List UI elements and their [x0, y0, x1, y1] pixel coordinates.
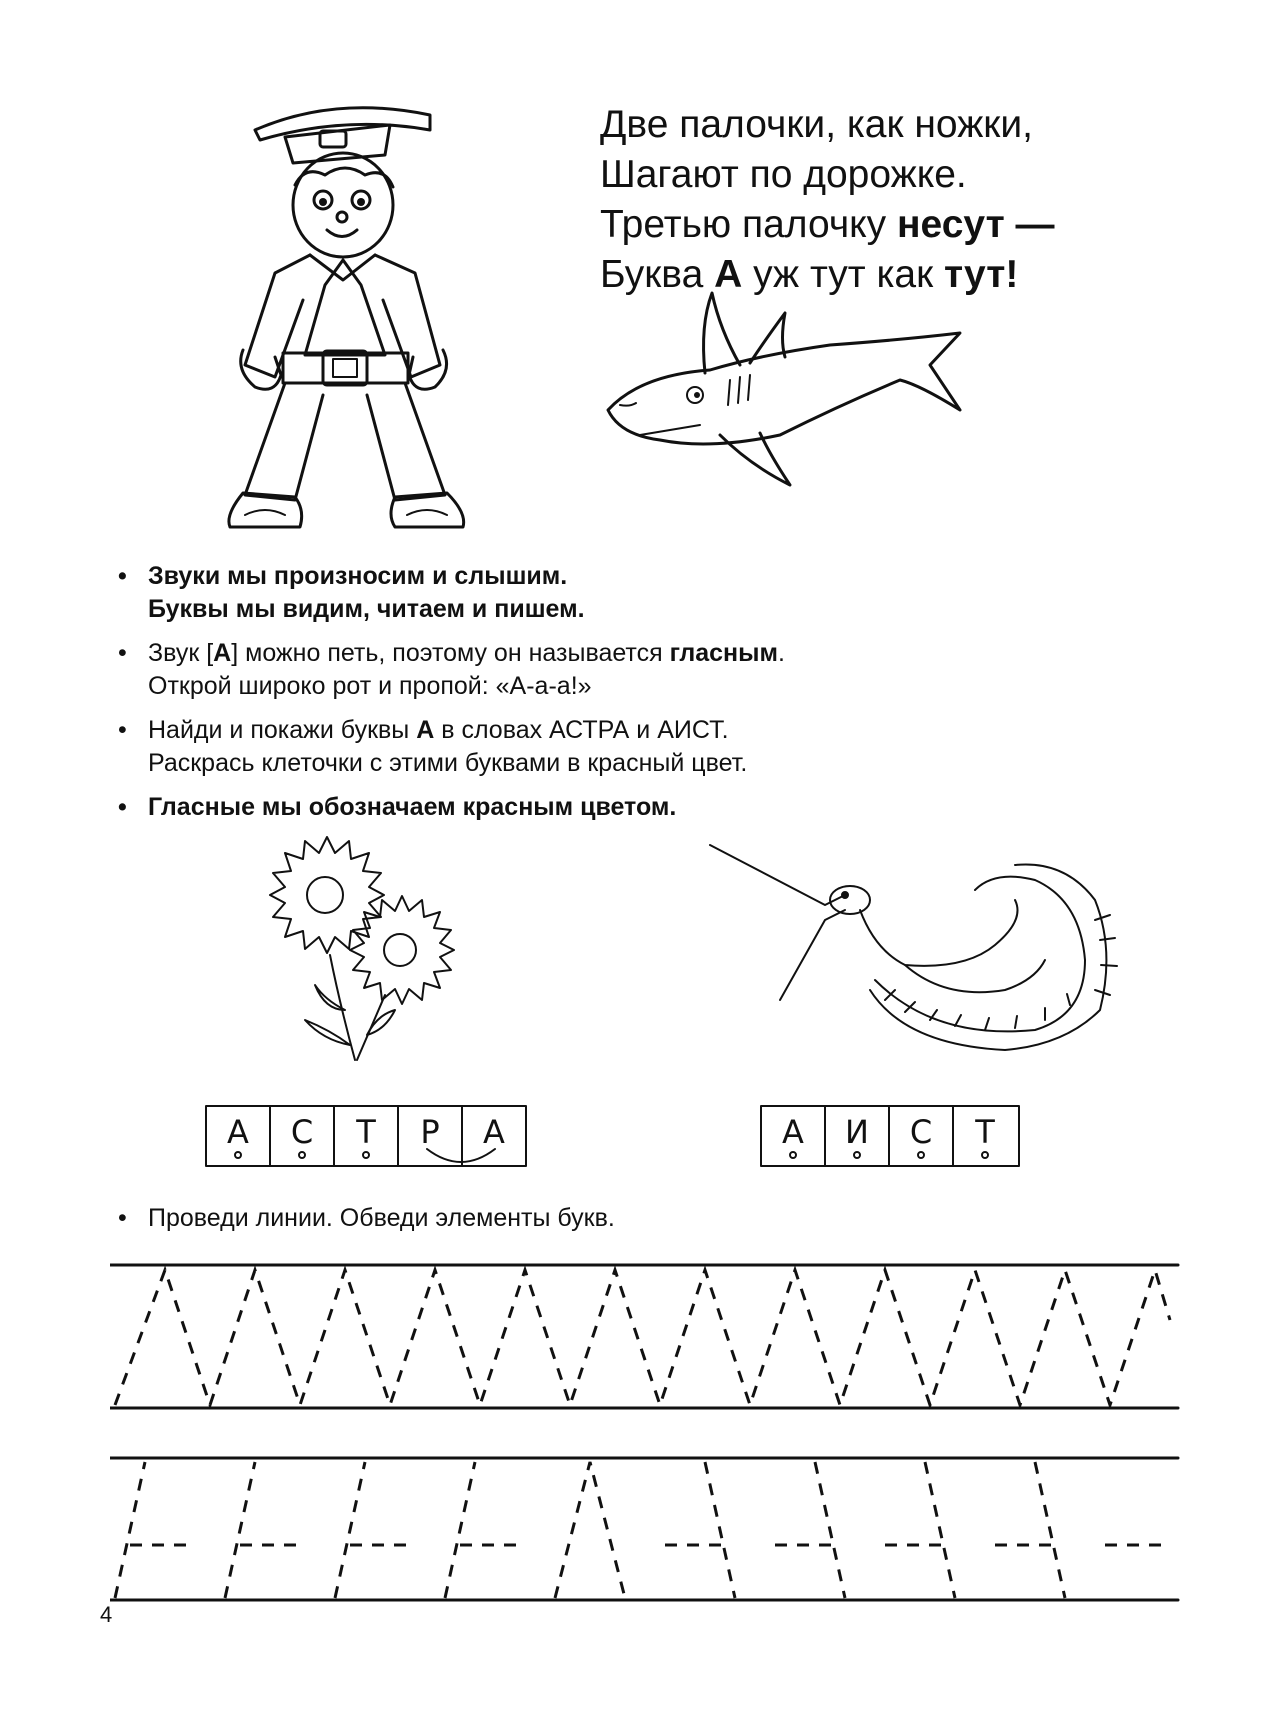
astra-letter-4: Р — [420, 1113, 440, 1151]
bullet-find-letters — [118, 714, 1178, 780]
bullet-3-line-2: Раскрась клеточки с этими буквами в красный цвет. — [148, 749, 748, 777]
page-number: 4 — [100, 1602, 113, 1627]
aist-letter-2: И — [845, 1113, 869, 1151]
bullet-1-line-2: Буквы мы видим, читаем и пишем. — [148, 595, 585, 623]
bullet-trace-lines — [118, 1202, 1178, 1235]
aist-sound-mark-1 — [790, 1152, 796, 1158]
zigzag-trace-line[interactable] — [115, 1270, 1170, 1405]
astra-sound-mark-2 — [299, 1152, 305, 1158]
astra-letter-2: С — [290, 1113, 314, 1151]
tracing-instruction — [118, 1202, 1178, 1246]
poem-line-4-text: Буква — [600, 253, 715, 296]
bullet-sounds-letters — [118, 560, 1178, 626]
poem-line-4-bold: тут! — [943, 253, 1019, 296]
bullet-3-text-2: в словах АСТРА и АИСТ. — [434, 716, 729, 744]
word-aist-boxes — [760, 1105, 1022, 1170]
aster-flower-illustration — [245, 835, 480, 1065]
aist-sound-mark-2 — [854, 1152, 860, 1158]
aist-sound-mark-3 — [918, 1152, 924, 1158]
aist-sound-mark-4 — [982, 1152, 988, 1158]
astra-letter-3: Т — [356, 1113, 376, 1151]
bullet-2-letter: А — [213, 639, 232, 667]
bullet-2-text-2: ] можно петь, поэтому он называется — [231, 639, 670, 667]
bullet-3-text: Найди и покажи буквы — [148, 716, 417, 744]
bullet-2-line-1 — [148, 637, 1178, 670]
poem — [600, 100, 1160, 300]
bullet-2-bold: гласным — [669, 639, 779, 667]
bullet-2-line-2: Открой широко рот и пропой: «А-а-а!» — [148, 672, 592, 700]
poem-letter-a: А — [714, 253, 743, 296]
boy-letter-a-illustration — [215, 95, 515, 535]
tracing-zigzag-row — [110, 1260, 1180, 1420]
letter-elements-trace[interactable] — [115, 1462, 1165, 1598]
bullet-1-line-1: • Звуки мы произносим и слышим. — [148, 562, 568, 590]
bullet-3-line-1 — [148, 714, 1178, 747]
bullet-5-text: • Проведи линии. Обведи элементы букв. — [148, 1204, 615, 1232]
poem-line-4-text-2: уж тут как — [742, 253, 944, 296]
aist-letter-1: А — [782, 1113, 804, 1151]
bullet-vowels-red — [118, 791, 1178, 824]
astra-sound-mark-3 — [363, 1152, 369, 1158]
bullet-vowel-sound — [118, 637, 1178, 703]
bullet-2-end: . — [778, 639, 785, 667]
bullet-4-text: • Гласные мы обозначаем красным цветом. — [148, 793, 677, 821]
poem-line-2: Шагают по дорожке. — [600, 153, 967, 196]
aist-letter-4: Т — [975, 1113, 995, 1151]
poem-line-3-bold: несут — — [896, 203, 1055, 246]
astra-sound-mark-1 — [235, 1152, 241, 1158]
astra-letter-5: А — [483, 1113, 505, 1151]
poem-line-3 — [600, 200, 1160, 250]
stork-illustration — [705, 840, 1125, 1055]
bullet-3-letter: А — [416, 716, 435, 744]
poem-line-3-text: Третью палочку — [600, 203, 897, 246]
aist-letter-3: С — [909, 1113, 933, 1151]
bullet-2-text: Звук [ — [148, 639, 214, 667]
tracing-letter-elements-row — [110, 1450, 1180, 1610]
astra-letter-1: А — [227, 1113, 249, 1151]
word-astra-boxes — [205, 1105, 530, 1170]
shark-illustration — [600, 285, 990, 505]
instructions — [118, 560, 1178, 835]
poem-line-1: Две палочки, как ножки, — [600, 103, 1033, 146]
